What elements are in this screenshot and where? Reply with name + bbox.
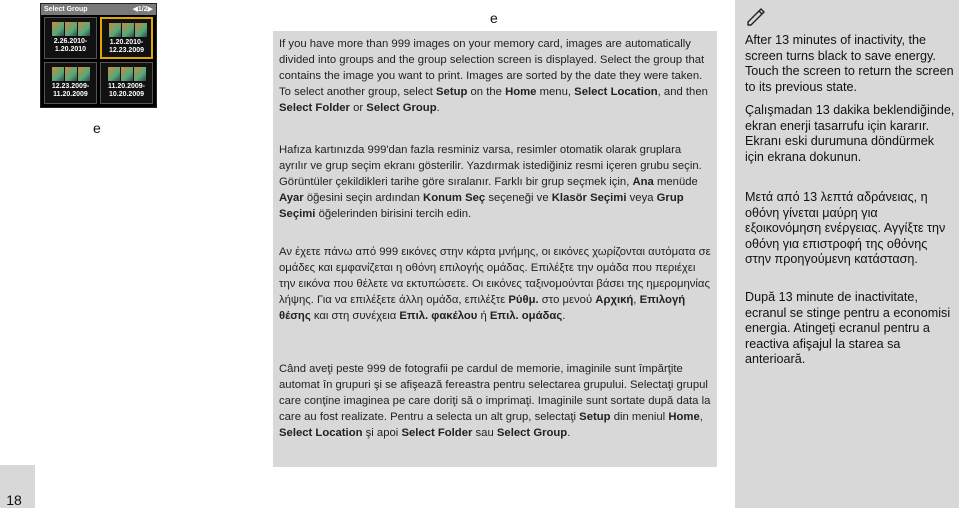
bold-term: Home (668, 410, 700, 423)
lcd-thumbnails (51, 67, 91, 82)
pencil-note-icon (745, 5, 767, 27)
lcd-header (41, 4, 156, 15)
text-run: . (436, 101, 440, 114)
bold-term: Klasör Seçimi (551, 191, 627, 204)
text-run: Când aveţi peste 999 de fotografii pe cardul de memorie, imaginile sunt împărţite automat în grupuri şi se afişează fereastra pentru selectarea grupului. Selectaţi grupul care conţine imaginea pe care doriţi să o imprimaţi. Imaginile sunt sortate după data la care au fost realizate. Pentru a selecta un alt grup, selectaţi (279, 363, 711, 423)
text-run: , and then (657, 85, 708, 98)
bold-term: Setup (579, 410, 611, 423)
text-run: , (633, 293, 640, 306)
text-run: on the (467, 85, 506, 98)
lcd-group-cell (44, 17, 97, 59)
bold-term: Home (505, 85, 537, 98)
bold-term: Επιλ. φακέλου (399, 309, 478, 322)
page-number: 18 (6, 492, 22, 508)
bold-term: Επιλ. ομάδας (489, 309, 563, 322)
lcd-select-group-screenshot (40, 3, 157, 108)
text-run: Hafıza kartınızda 999'dan fazla resminiz varsa, resimler otomatik olarak gruplara ayrılır ve grup seçim ekranı gösterilir. Yazdırmak istediğiniz resmi içeren grubu seçin. Görüntüler çekildikleri tarihe göre sıralanır. Farklı bir grup seçmek için, (279, 144, 702, 188)
notes-panel (735, 0, 959, 508)
note-greek: Μετά από 13 λεπτά αδράνειας, η οθόνη γίνεται μαύρη για εξοικονόμηση ενέργειας. Αγγίξτε την οθόνη για επιστροφή της οθόνης στην προηγούμενη κατάσταση. (745, 190, 946, 266)
lcd-group-cell (44, 62, 97, 104)
paragraph-greek (279, 245, 711, 325)
group-date-end: 11.20.2009 (53, 91, 88, 98)
group-date-end: 10.20.2009 (108, 91, 145, 98)
group-date-start: 1.20.2010- (109, 39, 144, 46)
group-date-start: 11.20.2009- (108, 83, 145, 90)
lcd-title: Select Group (44, 6, 88, 13)
text-run: και στη συνέχεια (310, 309, 400, 322)
lcd-group-cell (100, 17, 153, 59)
bold-term: Select Folder (401, 426, 473, 439)
note-english: After 13 minutes of inactivity, the screen turns black to save energy. Touch the screen to return the screen to its previous state. (745, 33, 954, 94)
lcd-group-cell (100, 62, 153, 104)
text-run: If you have more than 999 images on your memory card, images are automatically divided into groups and the group selection screen is displayed. Select the group that contains the image you want to print. Images are sorted by the date they were taken. To select another group, select (279, 38, 705, 98)
bold-term: Select Group (496, 426, 568, 439)
paragraph-turkish (279, 143, 711, 223)
bold-term: Select Location (574, 85, 658, 98)
text-run: şi apoi (362, 426, 402, 439)
text-run: din meniul (610, 410, 669, 423)
lcd-thumbnails (108, 23, 148, 38)
text-run: seçeneği ve (485, 191, 552, 204)
callout-label-left: e (93, 120, 101, 136)
lcd-thumbnails (51, 22, 91, 37)
bold-term: Ana (632, 175, 654, 188)
bold-term: Grup Seçimi (279, 191, 684, 220)
text-run: öğelerinden birisini tercih edin. (315, 207, 472, 220)
group-date-start: 12.23.2009- (51, 83, 90, 90)
note-romanian: După 13 minute de inactivitate, ecranul se stinge pentru a economisi energia. Atingeţi ecranul pentru a reactiva afişajul la starea sa anterioară. (745, 290, 951, 366)
bold-term: Konum Seç (423, 191, 486, 204)
text-run: . (562, 309, 566, 322)
bold-term: Επιλογή θέσης (279, 293, 686, 322)
bold-term: Select Folder (279, 101, 350, 114)
text-run: menu, (536, 85, 575, 98)
bold-term: Setup (436, 85, 468, 98)
paragraph-romanian (279, 362, 711, 442)
bold-term: Αρχική (595, 293, 634, 306)
group-date-start: 2.26.2010- (53, 38, 88, 45)
text-run: öğesini seçin ardından (303, 191, 424, 204)
bold-term: Select Location (279, 426, 363, 439)
callout-label-top: e (490, 10, 498, 26)
text-run: sau (472, 426, 497, 439)
bold-term: Ayar (279, 191, 304, 204)
text-run: , (699, 410, 703, 423)
group-date-end: 12.23.2009 (108, 47, 145, 54)
text-run: veya (626, 191, 657, 204)
lcd-thumbnails (107, 67, 147, 82)
text-run: στο μενού (538, 293, 596, 306)
text-run: . (567, 426, 571, 439)
group-date-end: 1.20.2010 (54, 46, 87, 53)
text-run: ή (477, 309, 490, 322)
instructions-panel (273, 31, 717, 467)
text-run: or (349, 101, 367, 114)
bold-term: Ρύθμ. (508, 293, 539, 306)
bold-term: Select Group (366, 101, 437, 114)
text-run: Αν έχετε πάνω από 999 εικόνες στην κάρτα μνήμης, οι εικόνες χωρίζονται αυτόματα σε ομάδες και εμφανίζεται η οθόνη επιλογής ομάδας. Επιλέξτε την ομάδα που περιέχει την εικόνα που θέλετε να εκτυπώσετε. Οι εικόνες ταξινομούνται βάσει της ημερομηνίας λήψης. Για να επιλέξετε άλλη ομάδα, επιλέξτε (279, 246, 711, 306)
note-turkish: Çalışmadan 13 dakika beklendiğinde, ekran enerji tasarrufu için kararır. Ekranı eski durumuna döndürmek için ekrana dokunun. (745, 103, 955, 164)
lcd-page-indicator: ◀1/2▶ (132, 6, 153, 13)
text-run: menüde (653, 175, 698, 188)
paragraph-english (279, 37, 711, 117)
